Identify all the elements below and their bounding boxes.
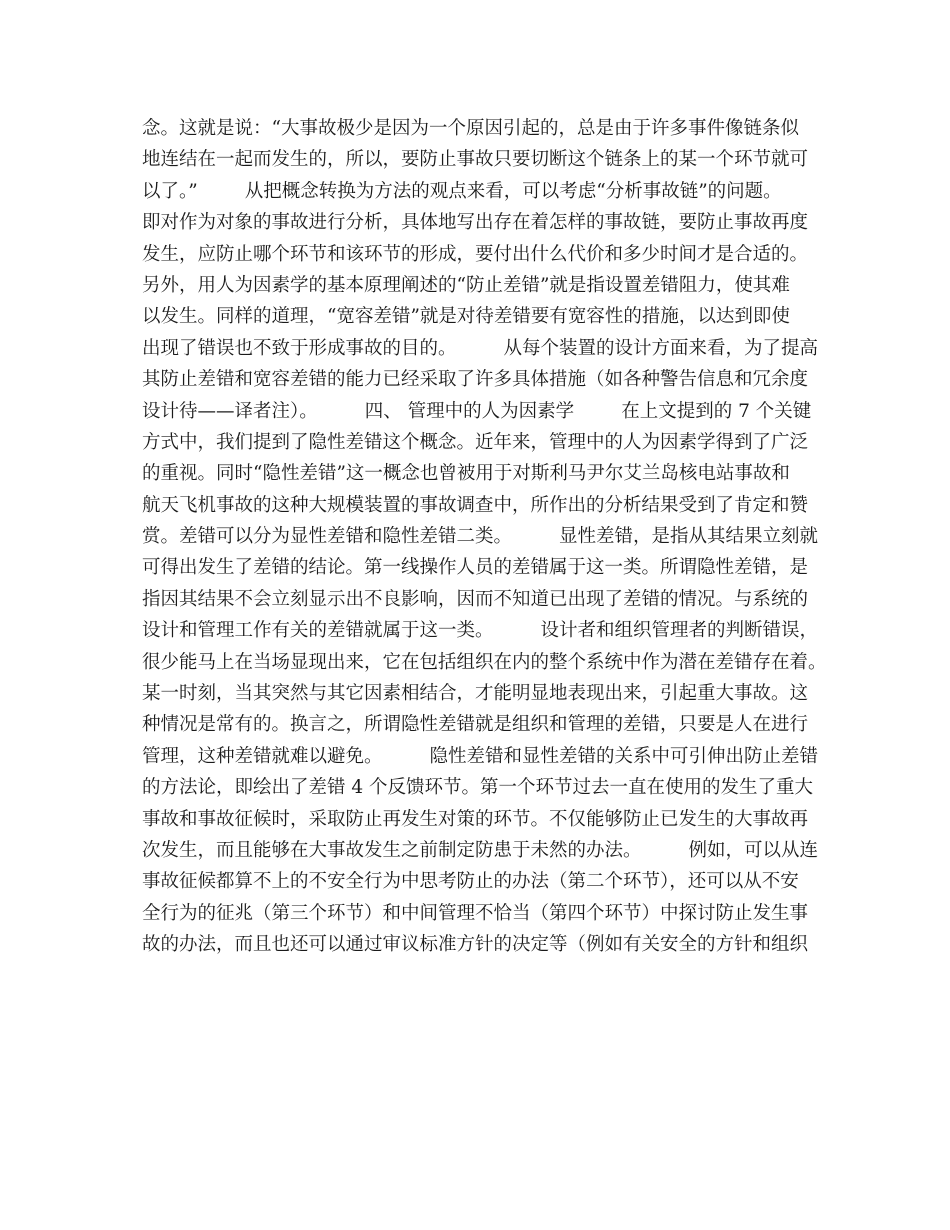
text-line: 以发生。同样的道理，“宽容差错”就是对待差错要有宽容性的措施，以达到即使 (142, 306, 790, 328)
text-line: 的重视。同时“隐性差错”这一概念也曾被用于对斯利马尹尔艾兰岛核电站事故和 (142, 463, 790, 485)
text-line: 的方法论，即绘出了差错 4 个反馈环节。第一个环节过去一直在使用的发生了重大 (142, 777, 814, 799)
text-line: 航天飞机事故的这种大规模装置的事故调查中，所作出的分析结果受到了肯定和赞 (142, 494, 809, 516)
text-line: 事故和事故征候时，采取防止再发生对策的环节。不仅能够防止已发生的大事故再 (142, 808, 809, 830)
text-line: 方式中，我们提到了隐性差错这个概念。近年来，管理中的人为因素学得到了广泛 (142, 431, 809, 453)
text-line: 故的办法，而且也还可以通过审议标准方针的决定等（例如有关安全的方针和组织 (142, 934, 809, 956)
text-line: 某一时刻，当其突然与其它因素相结合，才能明显地表现出来，引起重大事故。这 (142, 683, 809, 705)
text-line: 指因其结果不会立刻显示出不良影响，因而不知道已出现了差错的情况。与系统的 (142, 588, 809, 610)
text-line: 念。这就是说：“大事故极少是因为一个原因引起的，总是由于许多事件像链条似 (142, 118, 799, 139)
text-line: 即对作为对象的事故进行分析，具体地写出存在着怎样的事故链，要防止事故再度 (142, 212, 809, 234)
text-line: 其防止差错和宽容差错的能力已经采取了许多具体措施（如各种警告信息和冗余度 (142, 369, 809, 391)
text-line: 出现了错误也不致于形成事故的目的。 从每个装置的设计方面来看，为了提高 (142, 337, 819, 359)
text-line: 次发生，而且能够在大事故发生之前制定防患于未然的办法。 例如，可以从连 (142, 839, 819, 861)
text-line: 设计待——译者注）。 四、 管理中的人为因素学 在上文提到的 7 个关键 (142, 400, 812, 422)
text-line: 地连结在一起而发生的，所以，要防止事故只要切断这个链条上的某一个环节就可 (142, 149, 809, 171)
text-line: 以了。” 从把概念转换为方法的观点来看，可以考虑“分析事故链”的问题。 (142, 180, 782, 202)
text-line: 发生，应防止哪个环节和该环节的形成，要付出什么代价和多少时间才是合适的。 (142, 243, 809, 265)
text-line: 事故征候都算不上的不安全行为中思考防止的办法（第二个环节），还可以从不安 (142, 871, 799, 893)
body-text (142, 113, 827, 961)
text-line: 全行为的征兆（第三个环节）和中间管理不恰当（第四个环节）中探讨防止发生事 (142, 902, 809, 924)
text-line: 另外，用人为因素学的基本原理阐述的“防止差错”就是指设置差错阻力，使其难 (142, 274, 790, 296)
text-line: 种情况是常有的。换言之，所谓隐性差错就是组织和管理的差错，只要是人在进行 (142, 714, 809, 736)
text-line: 设计和管理工作有关的差错就属于这一类。 设计者和组织管理者的判断错误， (142, 620, 819, 642)
text-line: 很少能马上在当场显现出来，它在包括组织在内的整个系统中作为潜在差错存在着。 (142, 651, 827, 673)
text-line: 赏。差错可以分为显性差错和隐性差错二类。 显性差错，是指从其结果立刻就 (142, 526, 819, 548)
text-line: 可得出发生了差错的结论。第一线操作人员的差错属于这一类。所谓隐性差错，是 (142, 557, 809, 579)
text-line: 管理，这种差错就难以避免。 隐性差错和显性差错的关系中可引伸出防止差错 (142, 745, 819, 767)
